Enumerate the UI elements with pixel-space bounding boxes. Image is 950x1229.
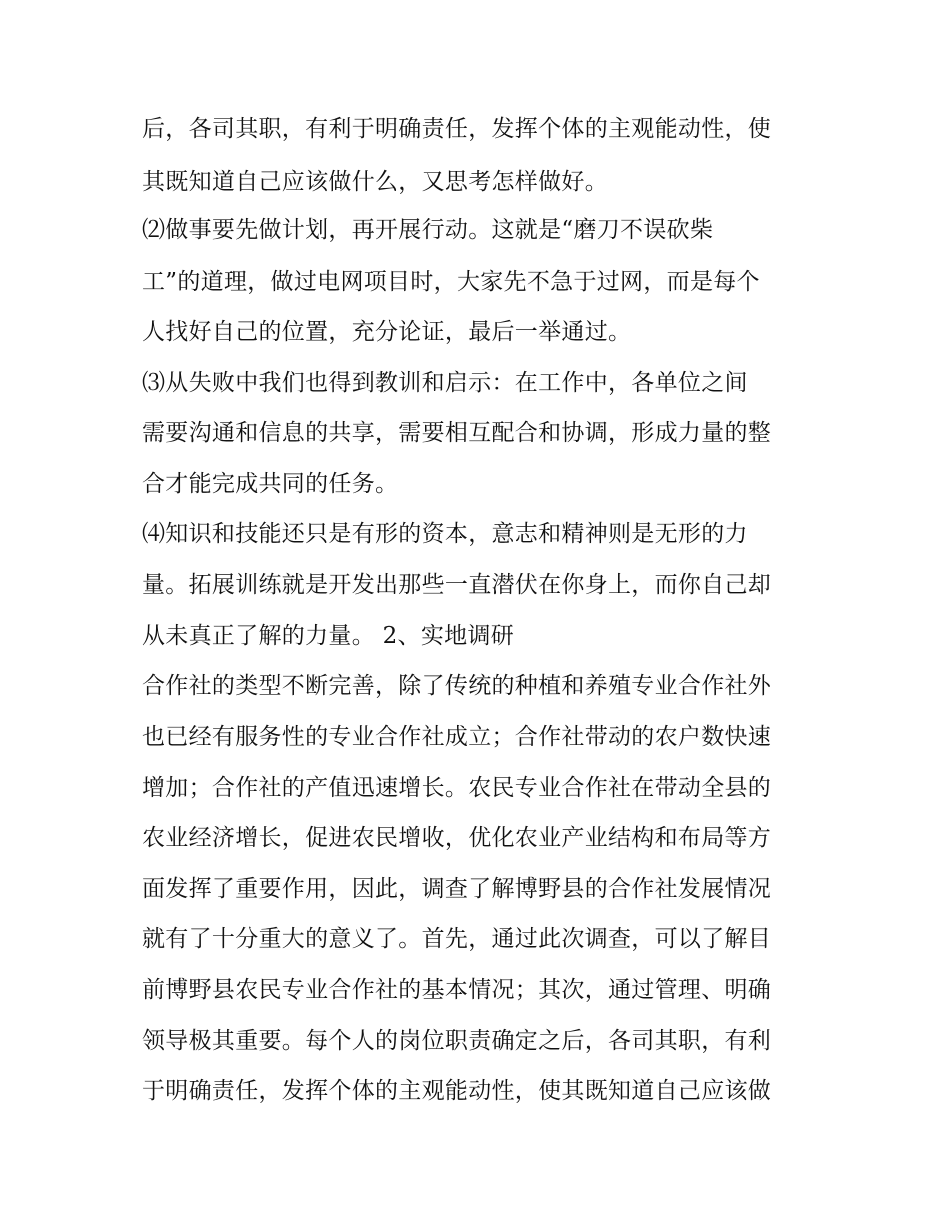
text-line: 前博野县农民专业合作社的基本情况；其次，通过管理、明确 [142, 977, 772, 1003]
text-line: ⑷知识和技能还只是有形的资本，意志和精神则是无形的力 [142, 521, 748, 547]
text-line: 于明确责任，发挥个体的主观能动性，使其既知道自己应该做 [142, 1078, 772, 1104]
text-line: 农业经济增长，促进农民增收，优化农业产业结构和布局等方 [142, 825, 772, 851]
text-line: 增加；合作社的产值迅速增长。农民专业合作社在带动全县的 [142, 775, 772, 801]
text-line: 合才能完成共同的任务。 [142, 471, 399, 497]
text-line: 工”的道理，做过电网项目时，大家先不急于过网，而是每个 [142, 269, 760, 295]
text-line: 需要沟通和信息的共享，需要相互配合和协调，形成力量的整 [142, 420, 772, 446]
text-line: ⑶从失败中我们也得到教训和启示：在工作中，各单位之间 [142, 370, 748, 396]
text-line: 面发挥了重要作用，因此，调查了解博野县的合作社发展情况 [142, 876, 772, 902]
text-line: 就有了十分重大的意义了。首先，通过此次调查，可以了解目 [142, 926, 772, 952]
text-line: ⑵做事要先做计划，再开展行动。这就是“磨刀不误砍柴 [142, 217, 714, 243]
text-line: 量。拓展训练就是开发出那些一直潜伏在你身上，而你自己却 [142, 572, 772, 598]
text-line: 其既知道自己应该做什么，又思考怎样做好。 [142, 169, 608, 195]
text-line: 也已经有服务性的专业合作社成立；合作社带动的农户数快速 [142, 724, 772, 750]
text-line: 领导极其重要。每个人的岗位职责确定之后，各司其职，有利 [142, 1028, 772, 1054]
text-line: 后，各司其职，有利于明确责任，发挥个体的主观能动性，使 [142, 116, 772, 142]
text-line: 合作社的类型不断完善，除了传统的种植和养殖专业合作社外 [142, 673, 772, 699]
text-line: 从未真正了解的力量。 2、实地调研 [142, 623, 515, 649]
text-line: 人找好自己的位置，充分论证，最后一举通过。 [142, 319, 632, 345]
